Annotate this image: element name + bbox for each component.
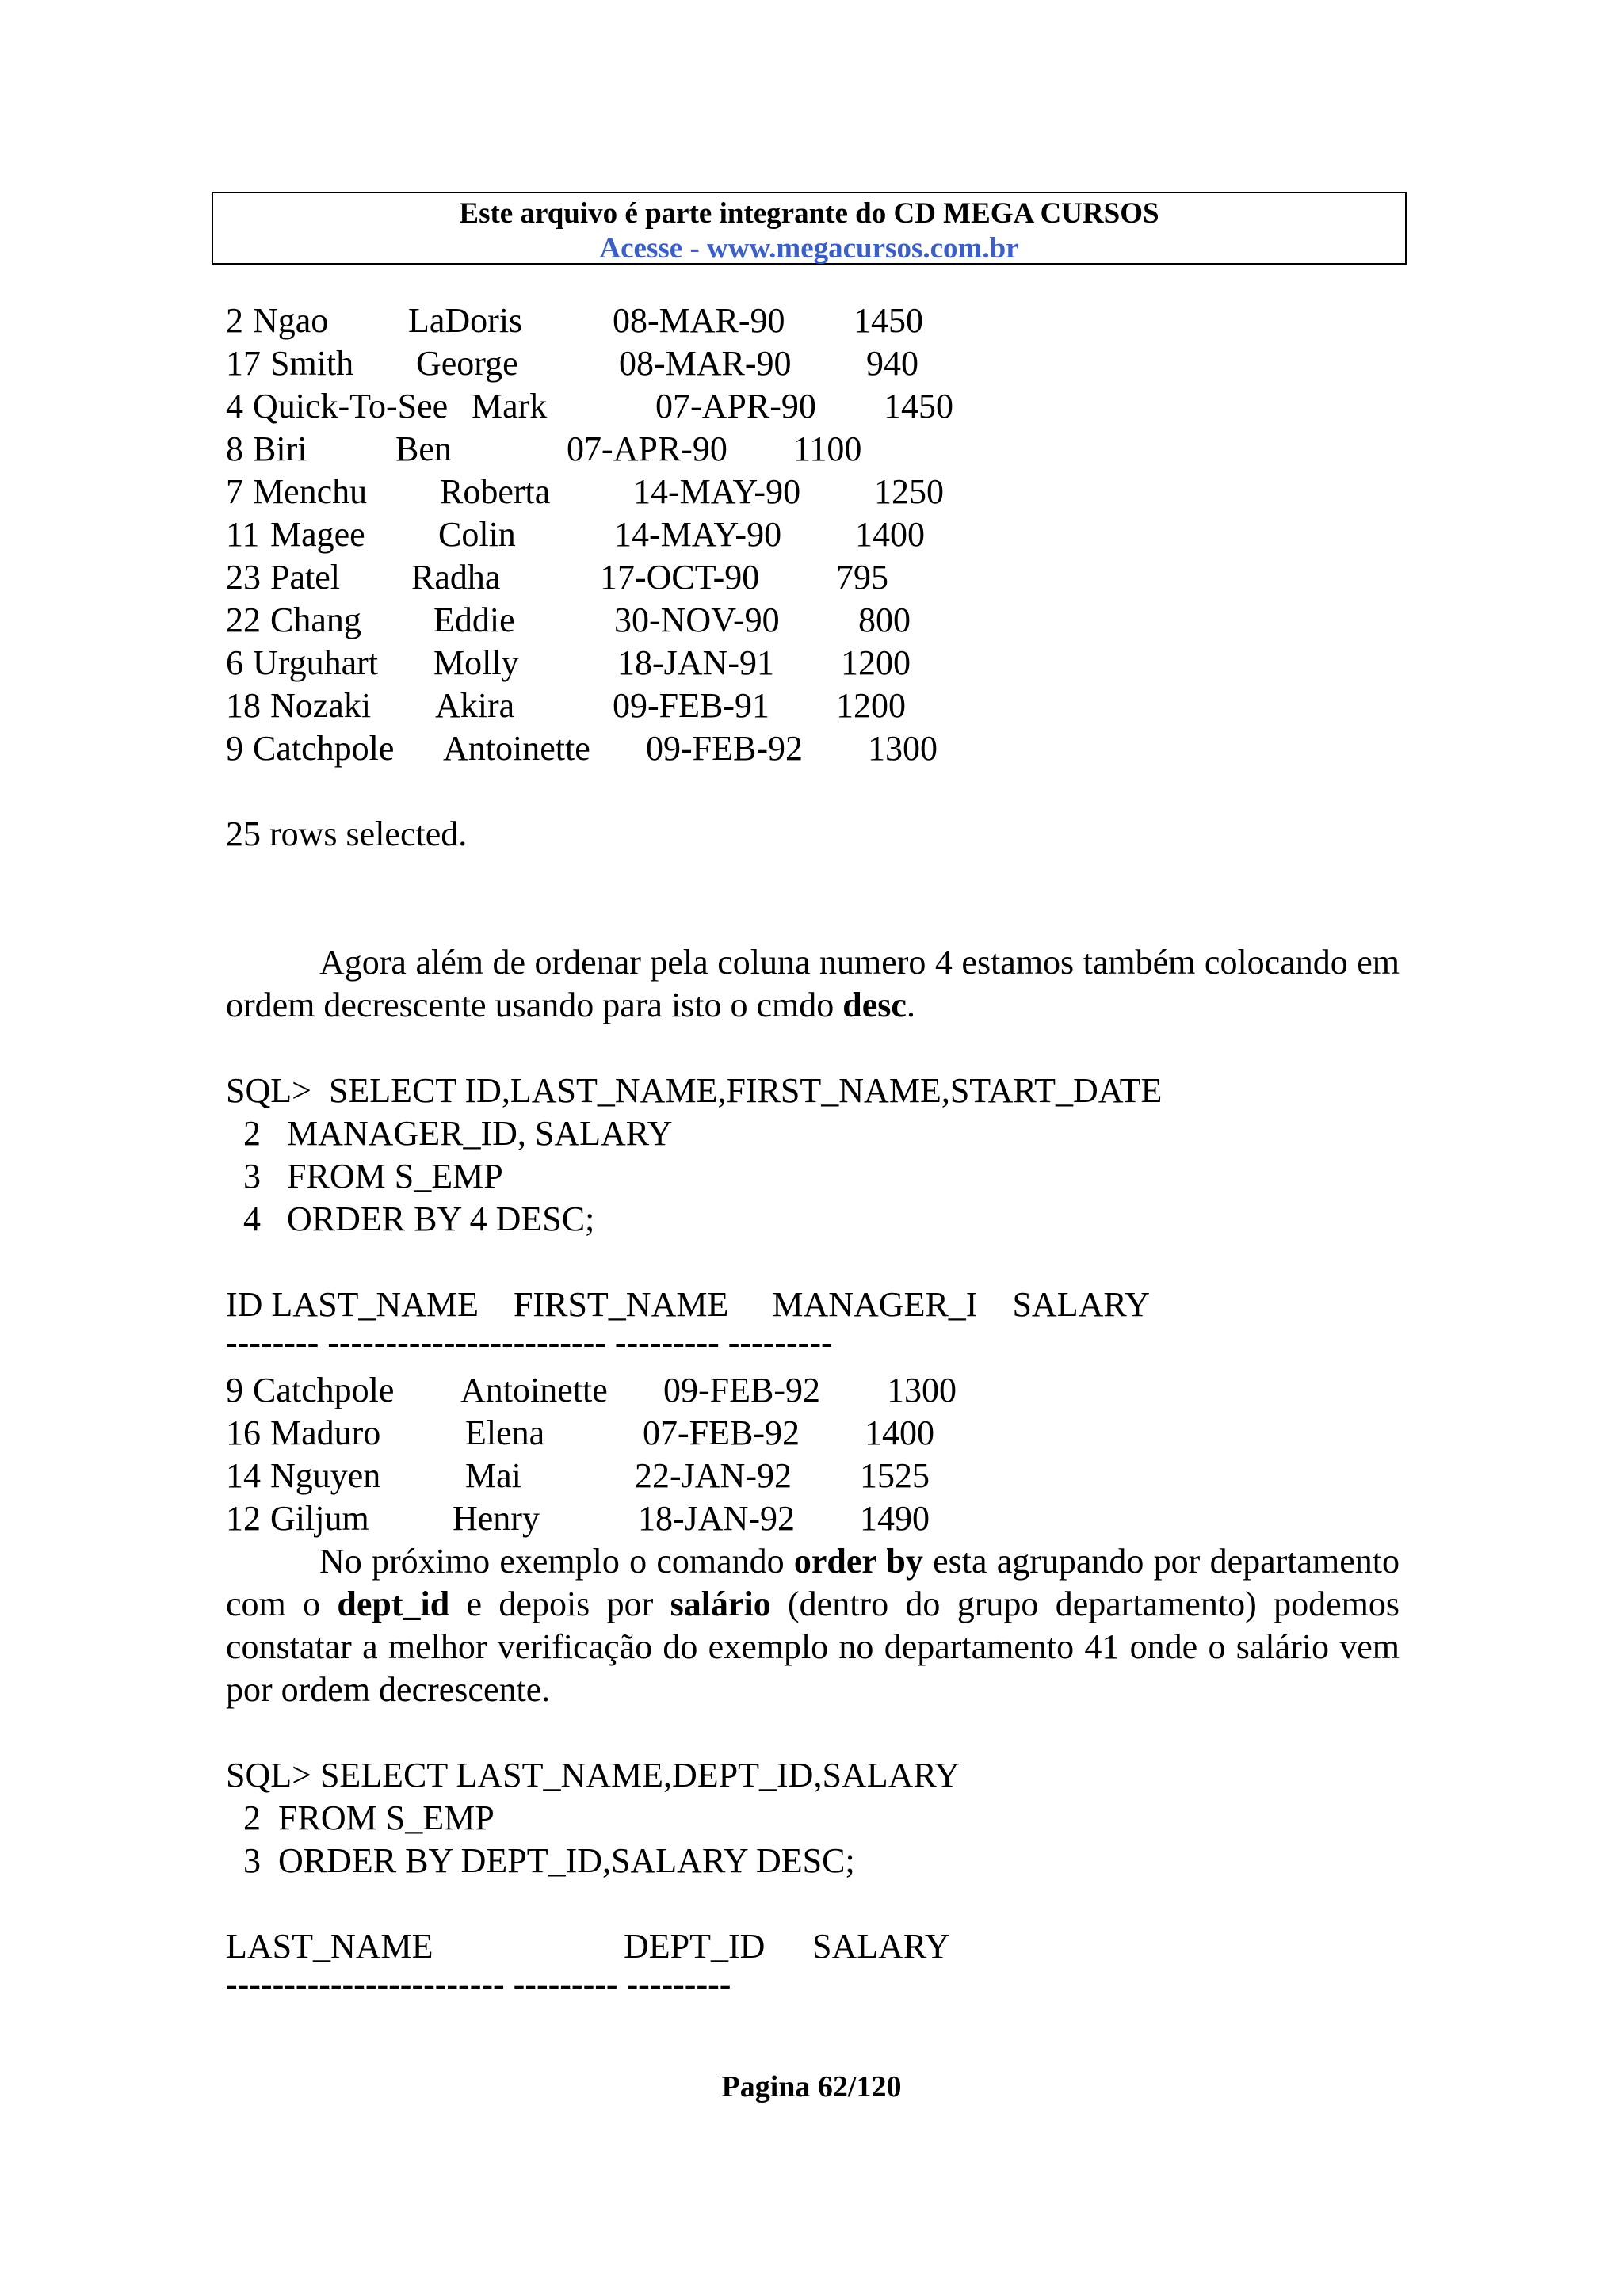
cell-salary: 1525 [860, 1456, 930, 1495]
table-row [226, 299, 923, 342]
table-row [226, 1412, 934, 1455]
paragraph-text: No próximo exemplo o comando [319, 1542, 794, 1581]
cell-last-name: Chang [270, 601, 361, 639]
paragraph-text: (dentro do grupo departamento) podemos constatar a melhor verificação do exemplo no departamento 41 onde o salário vem por ordem decrescente. [226, 1585, 1400, 1709]
paragraph-order-by [226, 1540, 1400, 1711]
sql-line: SQL> SELECT LAST_NAME,DEPT_ID,SALARY [226, 1756, 960, 1794]
col-salary: SALARY [812, 1927, 950, 1966]
keyword-dept-id: dept_id [337, 1585, 450, 1623]
table-row [226, 385, 953, 428]
cell-id: 23 [226, 558, 261, 597]
table-row [226, 342, 918, 385]
keyword-order-by: order by [793, 1542, 923, 1581]
cell-salary: 1100 [793, 429, 862, 468]
table-row [226, 1455, 930, 1497]
cell-salary: 1490 [860, 1499, 930, 1538]
table-row [226, 1369, 957, 1412]
cell-salary: 1300 [887, 1371, 957, 1409]
cell-last-name: Catchpole [253, 729, 395, 768]
cell-date: 14-MAY-90 [614, 515, 782, 554]
cell-date: 09-FEB-92 [646, 729, 803, 768]
cell-date: 17-OCT-90 [600, 558, 760, 597]
sql-line: 3 FROM S_EMP [226, 1157, 503, 1196]
cell-first-name: Ben [395, 429, 452, 468]
table-row [226, 556, 888, 599]
cell-last-name: Menchu [253, 472, 368, 511]
keyword-salario: salário [670, 1585, 771, 1623]
paragraph-text: . [906, 986, 915, 1024]
cell-date: 30-NOV-90 [614, 601, 780, 639]
cell-date: 18-JAN-91 [617, 643, 774, 682]
cell-salary: 1200 [841, 643, 911, 682]
cell-salary: 1400 [865, 1413, 934, 1452]
cell-id: 12 [226, 1499, 261, 1538]
cell-salary: 1400 [855, 515, 925, 554]
cell-salary: 1250 [874, 472, 944, 511]
col-last-name: LAST_NAME [226, 1927, 433, 1966]
cell-first-name: Henry [453, 1499, 540, 1538]
col-dept-id: DEPT_ID [624, 1927, 766, 1966]
cell-id: 8 [226, 429, 243, 468]
cell-id: 9 [226, 729, 243, 768]
keyword-desc: desc [842, 986, 907, 1024]
cell-date: 22-JAN-92 [635, 1456, 792, 1495]
table-row [226, 471, 944, 513]
cell-salary: 1200 [836, 686, 906, 725]
cell-salary: 800 [858, 601, 911, 639]
cell-id: 6 [226, 643, 243, 682]
cell-last-name: Catchpole [253, 1371, 395, 1409]
cell-date: 07-APR-90 [567, 429, 727, 468]
cell-last-name: Patel [270, 558, 340, 597]
cell-date: 18-JAN-92 [638, 1499, 795, 1538]
header-banner [212, 192, 1407, 265]
paragraph-text: e depois por [449, 1585, 670, 1623]
cell-first-name: Roberta [440, 472, 551, 511]
cell-first-name: LaDoris [408, 301, 523, 340]
cell-id: 9 [226, 1371, 243, 1409]
cell-id: 22 [226, 601, 261, 639]
cell-date: 07-FEB-92 [643, 1413, 800, 1452]
cell-date: 08-MAR-90 [619, 344, 792, 383]
cell-last-name: Maduro [270, 1413, 381, 1452]
cell-first-name: Akira [435, 686, 515, 725]
cell-first-name: Radha [411, 558, 501, 597]
cell-last-name: Magee [270, 515, 365, 554]
cell-salary: 1450 [884, 387, 953, 425]
cell-first-name: Mai [465, 1456, 521, 1495]
cell-first-name: George [416, 344, 518, 383]
cell-last-name: Ngao [253, 301, 329, 340]
paragraph-text: Agora além de ordenar pela coluna numero 4 estamos também colocando em ordem decrescente usando para isto o cmdo [226, 943, 1400, 1024]
cell-id: 17 [226, 344, 261, 383]
table-row [226, 599, 911, 642]
sql-line: 4 ORDER BY 4 DESC; [226, 1199, 595, 1238]
cell-id: 16 [226, 1413, 261, 1452]
cell-date: 07-APR-90 [655, 387, 816, 425]
sql-line: 2 MANAGER_ID, SALARY [226, 1114, 673, 1153]
header-title: Este arquivo é parte integrante do CD MEGA CURSOS [459, 197, 1159, 230]
cell-last-name: Quick-To-See [253, 387, 449, 425]
cell-id: 11 [226, 515, 260, 554]
cell-first-name: Elena [465, 1413, 545, 1452]
page-number: Pagina 62/120 [721, 2070, 902, 2103]
cell-id: 14 [226, 1456, 261, 1495]
paragraph-text: esta agrupando por departamento com o [226, 1542, 1400, 1623]
cell-salary: 1450 [854, 301, 923, 340]
cell-date: 09-FEB-91 [613, 686, 769, 725]
cell-first-name: Antoinette [443, 729, 590, 768]
sql-line: 3 ORDER BY DEPT_ID,SALARY DESC; [226, 1841, 855, 1880]
cell-id: 18 [226, 686, 261, 725]
cell-last-name: Giljum [270, 1499, 369, 1538]
cell-first-name: Mark [472, 387, 548, 425]
cell-date: 09-FEB-92 [663, 1371, 820, 1409]
table-rule: -------- ------------------------ --------- --------- [226, 1323, 833, 1362]
cell-last-name: Nozaki [270, 686, 372, 725]
header-link[interactable]: Acesse - www.megacursos.com.br [599, 232, 1019, 265]
cell-last-name: Nguyen [270, 1456, 381, 1495]
cell-id: 7 [226, 472, 243, 511]
cell-last-name: Biri [253, 429, 307, 468]
cell-first-name: Molly [433, 643, 519, 682]
cell-date: 14-MAY-90 [633, 472, 801, 511]
table-row [226, 1497, 930, 1540]
sql-line: 2 FROM S_EMP [226, 1798, 495, 1837]
cell-first-name: Colin [438, 515, 516, 554]
table-row [226, 727, 938, 770]
table-rule: ------------------------ --------- --------- [226, 1965, 731, 2004]
cell-last-name: Smith [270, 344, 354, 383]
sql-line: SQL> SELECT ID,LAST_NAME,FIRST_NAME,START_DATE [226, 1071, 1163, 1110]
cell-salary: 1300 [868, 729, 938, 768]
table-row [226, 428, 862, 471]
cell-date: 08-MAR-90 [613, 301, 785, 340]
cell-salary: 795 [836, 558, 888, 597]
cell-salary: 940 [866, 344, 918, 383]
cell-id: 4 [226, 387, 243, 425]
cell-id: 2 [226, 301, 243, 340]
cell-first-name: Eddie [433, 601, 515, 639]
table-header [226, 1925, 950, 1968]
table-row [226, 513, 925, 556]
table-header: ID LAST_NAME FIRST_NAME MANAGER_I SALARY [226, 1285, 1151, 1324]
cell-first-name: Antoinette [460, 1371, 608, 1409]
paragraph-desc [226, 941, 1400, 1027]
table-row [226, 642, 911, 685]
cell-last-name: Urguhart [253, 643, 379, 682]
rows-selected-text: 25 rows selected. [226, 814, 468, 853]
table-row [226, 685, 906, 727]
